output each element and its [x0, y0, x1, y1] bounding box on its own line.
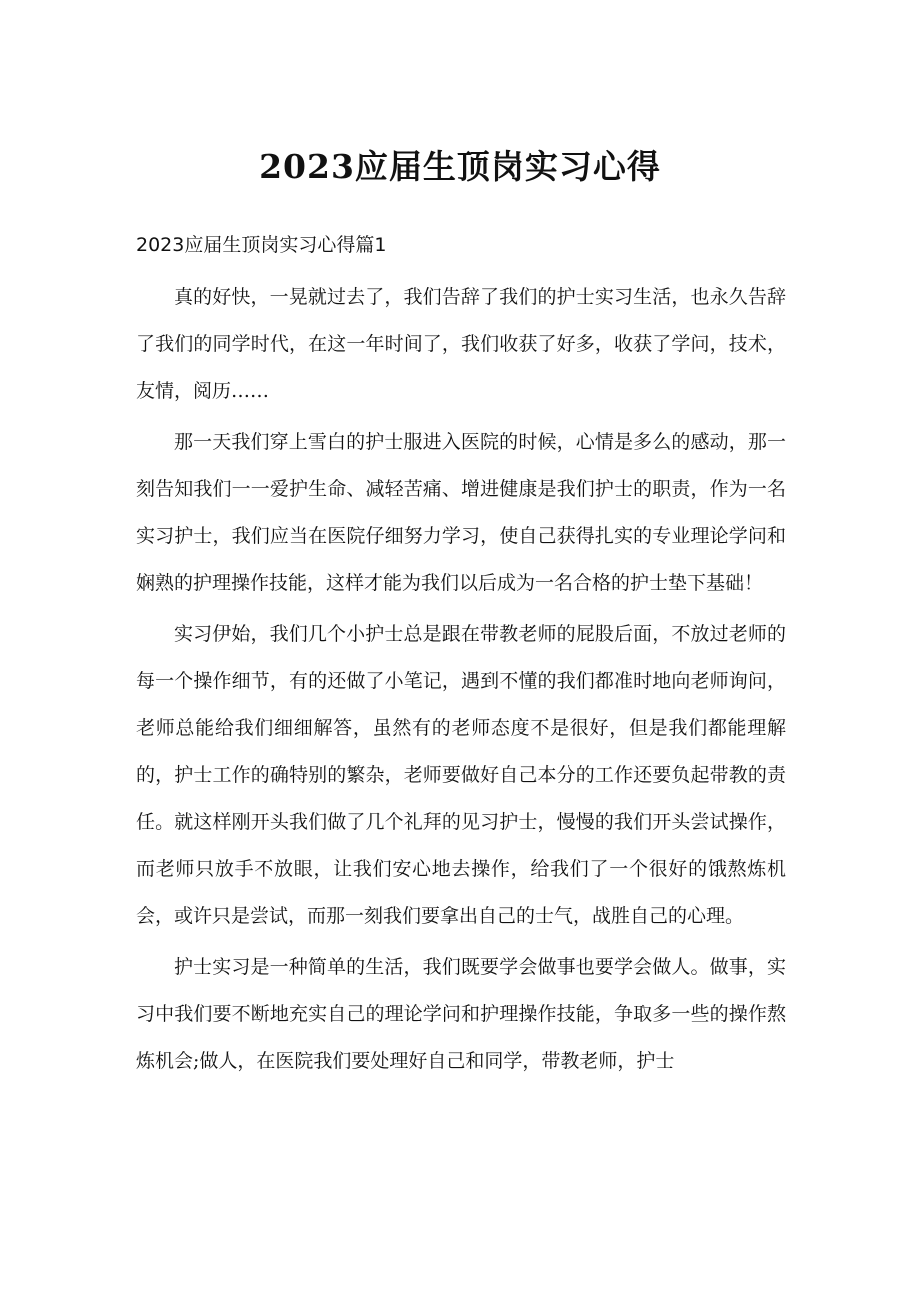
section-heading: 2023应届生顶岗实习心得篇1: [136, 234, 387, 256]
paragraph-1: 真的好快，一晃就过去了，我们告辞了我们的护士实习生活，也永久告辞了我们的同学时代，在这一年时间了，我们收获了好多，收获了学问，技术，友情，阅历……: [136, 286, 786, 402]
paragraph-2: 那一天我们穿上雪白的护士服进入医院的时候，心情是多么的感动，那一刻告知我们一一爱护生命、减轻苦痛、增进健康是我们护士的职责，作为一名实习护士，我们应当在医院仔细努力学习，使自己获得扎实的专业理论学问和娴熟的护理操作技能，这样才能为我们以后成为一名合格的护士垫下基础！: [136, 431, 786, 594]
document-title: 2023应届生顶岗实习心得: [259, 147, 661, 186]
paragraph-3: 实习伊始，我们几个小护士总是跟在带教老师的屁股后面，不放过老师的每一个操作细节，有的还做了小笔记，遇到不懂的我们都准时地向老师询问，老师总能给我们细细解答，虽然有的老师态度不是很好，但是我们都能理解的，护士工作的确特别的繁杂，老师要做好自己本分的工作还要负起带教的责任。就这样刚开头我们做了几个礼拜的见习护士，慢慢的我们开头尝试操作，而老师只放手不放眼，让我们安心地去操作，给我们了一个很好的饿熬炼机会，或许只是尝试，而那一刻我们要拿出自己的士气，战胜自己的心理。: [136, 623, 786, 927]
document-body: [136, 274, 786, 1089]
paragraph-4: 护士实习是一种简单的生活，我们既要学会做事也要学会做人。做事，实习中我们要不断地充实自己的理论学问和护理操作技能，争取多一些的操作熬炼机会;做人，在医院我们要处理好自己和同学，带教老师，护士: [136, 956, 786, 1072]
